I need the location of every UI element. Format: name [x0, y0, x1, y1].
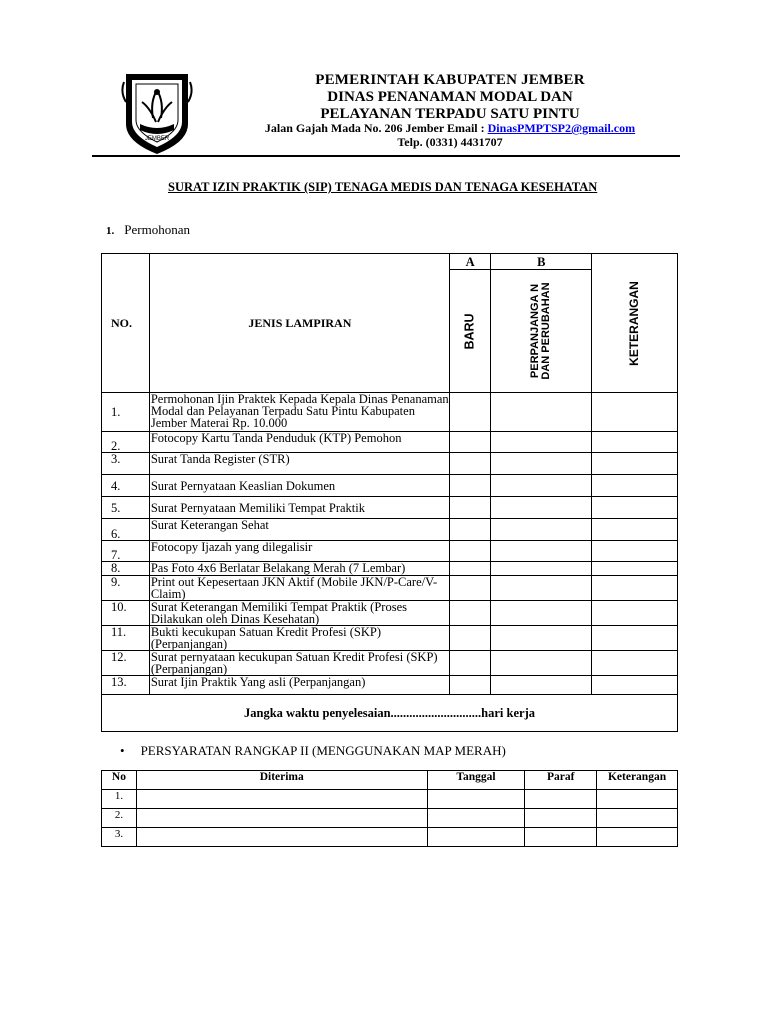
email-link[interactable]: DinasPMPTSP2@gmail.com — [487, 121, 636, 135]
checkbox-perpanjangan[interactable] — [491, 626, 592, 651]
checkbox-perpanjangan[interactable] — [491, 651, 592, 676]
header-jenis: JENIS LAMPIRAN — [149, 254, 449, 393]
table-row: 4. Surat Pernyataan Keaslian Dokumen — [102, 475, 678, 497]
keterangan-cell[interactable] — [592, 626, 678, 651]
table-row: 11. Bukti kecukupan Satuan Kredit Profesi (SKP) (Perpanjangan) — [102, 626, 678, 651]
keterangan-cell[interactable] — [592, 676, 678, 695]
checkbox-baru[interactable] — [449, 576, 490, 601]
keterangan-cell[interactable] — [592, 432, 678, 453]
diterima-cell[interactable] — [136, 828, 427, 847]
table-row: 1. — [102, 790, 678, 809]
table-row: 7. Fotocopy Ijazah yang dilegalisir — [102, 541, 678, 562]
diterima-cell[interactable] — [136, 809, 427, 828]
keterangan-cell[interactable] — [592, 562, 678, 576]
header-line-3: PELAYANAN TERPADU SATU PINTU — [320, 106, 580, 122]
section-number: 1. — [106, 225, 115, 237]
checkbox-perpanjangan[interactable] — [491, 519, 592, 541]
keterangan-cell[interactable] — [597, 828, 678, 847]
address-text: Jalan Gajah Mada No. 206 Jember Email : — [264, 121, 488, 135]
checkbox-perpanjangan[interactable] — [491, 453, 592, 475]
section-heading — [106, 222, 190, 238]
table-row: 3. Surat Tanda Register (STR) — [102, 453, 678, 475]
paraf-cell[interactable] — [525, 828, 597, 847]
keterangan-cell[interactable] — [592, 651, 678, 676]
keterangan-cell[interactable] — [597, 809, 678, 828]
table-row: 1. Permohonan Ijin Praktek Kepada Kepala Dinas Penanaman Modal dan Pelayanan Terpadu Satu Pintu Kabupaten Jember Materai Rp. 10.000 — [102, 393, 678, 432]
checkbox-perpanjangan[interactable] — [491, 497, 592, 519]
header-b: B — [491, 254, 592, 270]
checkbox-baru[interactable] — [449, 676, 490, 695]
col-tanggal: Tanggal — [427, 771, 525, 790]
header-baru: BARU — [449, 270, 490, 393]
checkbox-baru[interactable] — [449, 497, 490, 519]
checkbox-baru[interactable] — [449, 453, 490, 475]
col-paraf: Paraf — [525, 771, 597, 790]
checkbox-baru[interactable] — [449, 562, 490, 576]
checkbox-baru[interactable] — [449, 432, 490, 453]
col-keterangan: Keterangan — [597, 771, 678, 790]
logo-lettering: JEMBER — [144, 136, 170, 142]
header-address — [200, 121, 700, 136]
checkbox-perpanjangan[interactable] — [491, 601, 592, 626]
header-perpanjangan: PERPANJANGA N DAN PERUBAHAN — [491, 270, 592, 393]
table-row: 3. — [102, 828, 678, 847]
header-no: NO. — [102, 254, 150, 393]
header-line-2: DINAS PENANAMAN MODAL DAN — [327, 89, 573, 105]
checkbox-baru[interactable] — [449, 651, 490, 676]
keterangan-cell[interactable] — [592, 475, 678, 497]
keterangan-cell[interactable] — [592, 576, 678, 601]
header-divider — [92, 155, 680, 157]
header-a: A — [449, 254, 490, 270]
requirements-text: PERSYARATAN RANGKAP II (MENGGUNAKAN MAP MERAH) — [140, 743, 506, 758]
completion-time-note: Jangka waktu penyelesaian.............................hari kerja — [102, 695, 678, 732]
jember-emblem-logo — [120, 72, 194, 156]
keterangan-cell[interactable] — [592, 519, 678, 541]
document-title: SURAT IZIN PRAKTIK (SIP) TENAGA MEDIS DAN TENAGA KESEHATAN — [168, 180, 598, 194]
tanggal-cell[interactable] — [427, 809, 525, 828]
table-row: 5. Surat Pernyataan Memiliki Tempat Praktik — [102, 497, 678, 519]
checkbox-perpanjangan[interactable] — [491, 676, 592, 695]
tanggal-cell[interactable] — [427, 828, 525, 847]
table-row: 12. Surat pernyataan kecukupan Satuan Kredit Profesi (SKP) (Perpanjangan) — [102, 651, 678, 676]
header-phone: Telp. (0331) 4431707 — [397, 135, 503, 149]
table-row: 2. — [102, 809, 678, 828]
paraf-cell[interactable] — [525, 809, 597, 828]
checkbox-baru[interactable] — [449, 601, 490, 626]
attachments-table — [101, 253, 678, 732]
requirements-heading — [120, 743, 506, 759]
checkbox-perpanjangan[interactable] — [491, 562, 592, 576]
col-no: No — [102, 771, 137, 790]
paraf-cell[interactable] — [525, 790, 597, 809]
checkbox-perpanjangan[interactable] — [491, 576, 592, 601]
keterangan-cell[interactable] — [592, 541, 678, 562]
diterima-cell[interactable] — [136, 790, 427, 809]
header-keterangan: KETERANGAN — [592, 254, 678, 393]
checkbox-perpanjangan[interactable] — [491, 475, 592, 497]
checkbox-perpanjangan[interactable] — [491, 393, 592, 432]
table-row: 13. Surat Ijin Praktik Yang asli (Perpanjangan) — [102, 676, 678, 695]
checkbox-perpanjangan[interactable] — [491, 432, 592, 453]
keterangan-cell[interactable] — [592, 393, 678, 432]
checkbox-baru[interactable] — [449, 519, 490, 541]
checkbox-baru[interactable] — [449, 475, 490, 497]
table-row: 6. Surat Keterangan Sehat — [102, 519, 678, 541]
keterangan-cell[interactable] — [592, 497, 678, 519]
checkbox-baru[interactable] — [449, 626, 490, 651]
keterangan-cell[interactable] — [592, 601, 678, 626]
checkbox-baru[interactable] — [449, 393, 490, 432]
checkbox-baru[interactable] — [449, 541, 490, 562]
col-diterima: Diterima — [136, 771, 427, 790]
section-label: Permohonan — [124, 222, 190, 237]
table-row: 2. Fotocopy Kartu Tanda Penduduk (KTP) Pemohon — [102, 432, 678, 453]
receipt-table — [101, 770, 678, 847]
table-row: 8. Pas Foto 4x6 Berlatar Belakang Merah (7 Lembar) — [102, 562, 678, 576]
table-row: 9. Print out Kepesertaan JKN Aktif (Mobile JKN/P-Care/V-Claim) — [102, 576, 678, 601]
keterangan-cell[interactable] — [597, 790, 678, 809]
tanggal-cell[interactable] — [427, 790, 525, 809]
checkbox-perpanjangan[interactable] — [491, 541, 592, 562]
keterangan-cell[interactable] — [592, 453, 678, 475]
bullet-icon: • — [120, 743, 125, 758]
table-row: 10. Surat Keterangan Memiliki Tempat Praktik (Proses Dilakukan oleh Dinas Kesehatan) — [102, 601, 678, 626]
header-line-1: PEMERINTAH KABUPATEN JEMBER — [315, 72, 585, 88]
